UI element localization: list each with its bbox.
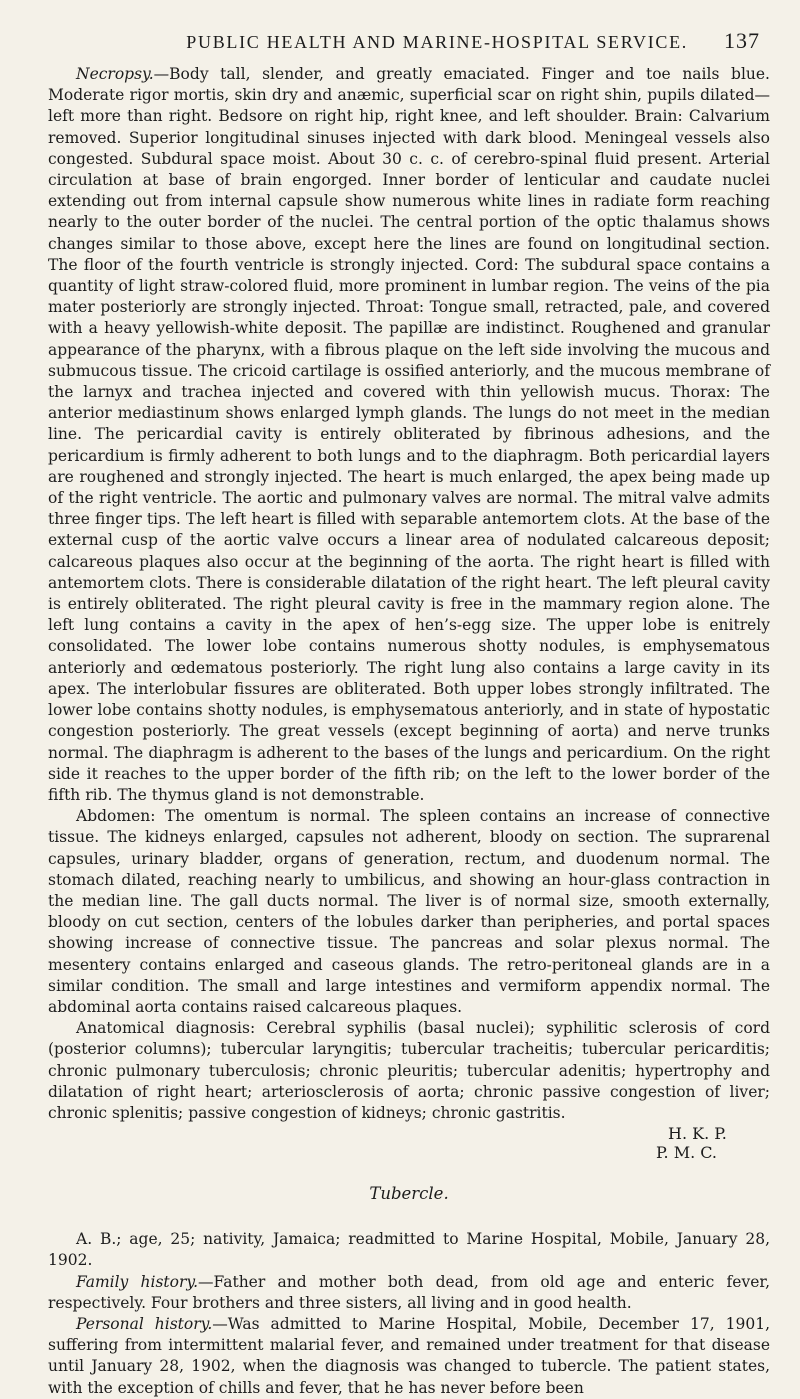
- necropsy-paragraph: [48, 64, 770, 806]
- personal-history-text: —Was admitted to Marine Hospital, Mobile, December 17, 1901, suffering from intermittent malarial fever, and remained under treatment for that disease until January 28, 1902, when the diagnosis was changed to tubercle. The patient states, with the exception of chills and fever, that he has never before been: [48, 1314, 770, 1397]
- anatomical-diagnosis-paragraph: Anatomical diagnosis: Cerebral syphilis (basal nuclei); syphilitic sclerosis of cord (posterior columns); tubercular laryngitis; tubercular tracheitis; tubercular pericarditis; chronic pulmonary tuberculosis; chronic pleuritis; tubercular adenitis; hypertrophy and dilatation of right heart; arteriosclerosis of aorta; chronic passive congestion of liver; chronic splenitis; passive congestion of kidneys; chronic gastritis.: [48, 1019, 770, 1122]
- abdomen-paragraph: Abdomen: The omentum is normal. The spleen contains an increase of connective tissue. The kidneys enlarged, capsules not adherent, bloody on section. The suprarenal capsules, urinary bladder, organs of generation, rectum, and duodenum normal. The stomach dilated, reaching nearly to umbilicus, and showing an hour-glass contraction in the median line. The gall ducts normal. The liver is of normal size, smooth externally, bloody on cut section, centers of the lobules darker than peripheries, and portal spaces showing increase of connective tissue. The pancreas and solar plexus normal. The mesentery contains enlarged and caseous glands. The retro-peritoneal glands are in a similar condition. The small and large intestines and vermiform appendix normal. The abdominal aorta contains raised calcareous plaques.: [48, 807, 770, 1016]
- signature-initials: H. K. P.: [668, 1124, 727, 1144]
- family-history-text: —Father and mother both dead, from old age and enteric fever, respectively. Four brothers and three sisters, all living and in good health.: [48, 1272, 771, 1312]
- personal-history-label: Personal history.: [76, 1314, 213, 1333]
- case-intro-paragraph: A. B.; age, 25; nativity, Jamaica; readmitted to Marine Hospital, Mobile, January 28, 1902.: [48, 1230, 770, 1270]
- personal-history-paragraph: [48, 1314, 770, 1399]
- running-title: PUBLIC HEALTH AND MARINE-HOSPITAL SERVICE.: [186, 32, 688, 52]
- running-header: [48, 28, 760, 54]
- necropsy-label: Necropsy.: [76, 65, 154, 83]
- section-title: Tubercle.: [369, 1184, 449, 1204]
- family-history-paragraph: [48, 1272, 770, 1314]
- family-history-label: Family history.: [76, 1272, 199, 1291]
- necropsy-text: —Body tall, slender, and greatly emaciated. Finger and toe nails blue. Moderate rigor mortis, skin dry and anæmic, superficial scar on right shin, pupils dilated—left more than right. Bedsore on right hip, right knee, and left shoulder. Brain: Calvarium removed. Superior longitudinal sinuses injected with dark blood. Meningeal vessels also congested. Subdural space moist. About 30 c. c. of cerebro-spinal fluid present. Arterial circulation at base of brain engorged. Inner border of lenticular and caudate nuclei extending out from internal capsule show numerous white lines in radiate form reaching nearly to the outer border of the nuclei. The central portion of the optic thalamus shows changes similar to those above, except here the lines are found on longitudinal section. The floor of the fourth ventricle is strongly injected. Cord: The subdural space contains a quantity of light straw-colored fluid, more prominent in lumbar region. The veins of the pia mater posteriorly are strongly injected. Throat: Tongue small, retracted, pale, and covered with a heavy yellowish-white deposit. The papillæ are indistinct. Roughened and granular appearance of the pharynx, with a fibrous plaque on the left side involving the mucous and submucous tissue. The cricoid cartilage is ossified anteriorly, and the mucous membrane of the larnyx and trachea injected and covered with thin yellowish mucus. Thorax: The anterior mediastinum shows enlarged lymph glands. The lungs do not meet in the median line. The pericardial cavity is entirely obliterated by fibrinous adhesions, and the pericardium is firmly adherent to both lungs and to the diaphragm. Both pericardial layers are roughened and strongly injected. The heart is much enlarged, the apex being made up of the right ventricle. The aortic and pulmonary valves are normal. The mitral valve admits three finger tips. The left heart is filled with separable antemortem clots. At the base of the external cusp of the aortic valve occurs a linear area of nodulated calcareous deposit; calcareous plaques also occur at the beginning of the aorta. The right heart is filled with antemortem clots. There is considerable dilatation of the right heart. The left pleural cavity is entirely obliterated. The right pleural cavity is free in the mammary region alone. The left lung contains a cavity in the apex of hen’s-egg size. The upper lobe is enitrely consolidated. The lower lobe contains numerous shotty nodules, is emphysematous anteriorly and œdematous posteriorly. The right lung also contains a large cavity in its apex. The interlobular fissures are obliterated. Both upper lobes strongly infiltrated. The lower lobe contains shotty nodules, is emphysematous anteriorly, and in state of hypostatic congestion posteriorly. The great vessels (except beginning of aorta) and nerve trunks normal. The diaphragm is adherent to the bases of the lungs and pericardium. On the right side it reaches to the upper border of the fifth rib; on the left to the lower border of the fifth rib. The thymus gland is not demonstrable.: [48, 65, 770, 804]
- signature-title: P. M. C.: [656, 1143, 718, 1163]
- page-number: 137: [724, 28, 760, 53]
